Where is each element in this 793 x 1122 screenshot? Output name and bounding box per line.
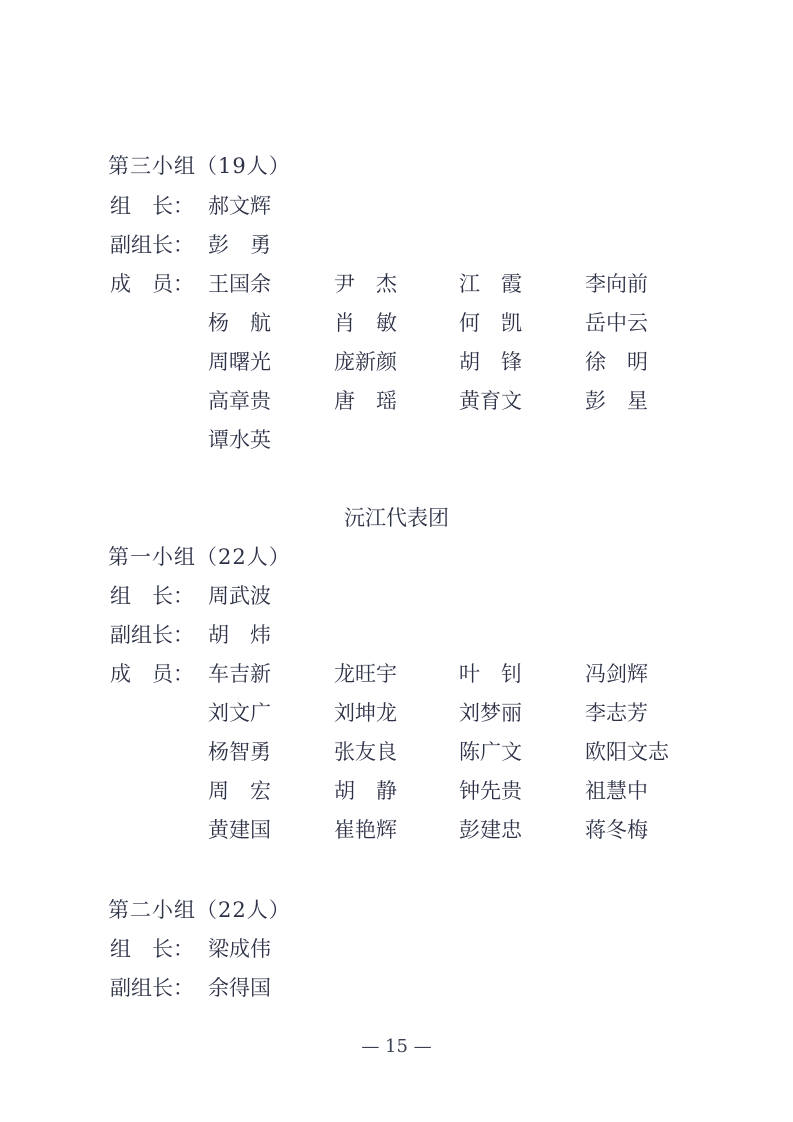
deputy-name: 余得国	[208, 976, 271, 1000]
member-name: 唐 瑶	[334, 389, 397, 413]
member-name: 刘梦丽	[459, 701, 522, 725]
member-name: 冯剑辉	[585, 662, 648, 686]
member-name: 肖 敏	[334, 311, 397, 335]
deputy-label: 副组长：	[110, 233, 194, 257]
member-name: 周曙光	[208, 350, 271, 374]
member-name: 钟先贵	[459, 779, 522, 803]
member-name: 杨智勇	[208, 740, 271, 764]
leader-name: 梁成伟	[208, 937, 271, 961]
member-name: 张友良	[334, 740, 397, 764]
member-name: 彭建忠	[459, 818, 522, 842]
members-label: 成 员：	[110, 272, 194, 296]
deputy-label: 副组长：	[110, 976, 194, 1000]
member-row	[208, 736, 688, 764]
member-name: 叶 钊	[459, 662, 522, 686]
group-title: 第二小组（22人）	[108, 898, 291, 922]
member-row	[208, 697, 688, 725]
group-title: 第一小组（22人）	[108, 545, 291, 569]
members-label: 成 员：	[110, 662, 194, 686]
member-name: 刘文广	[208, 701, 271, 725]
group-title: 第三小组（19人）	[108, 154, 291, 178]
page-number: — 15 —	[361, 1036, 432, 1057]
member-name: 李志芳	[585, 701, 648, 725]
deputy-name: 彭 勇	[208, 233, 271, 257]
member-row	[208, 307, 688, 335]
member-name: 徐 明	[585, 350, 648, 374]
leader-name: 郝文辉	[208, 194, 271, 218]
member-row	[208, 424, 688, 452]
member-name: 黄建国	[208, 818, 271, 842]
member-row	[208, 775, 688, 803]
leader-name: 周武波	[208, 584, 271, 608]
member-name: 欧阳文志	[585, 740, 669, 764]
member-name: 高章贵	[208, 389, 271, 413]
deputy-name: 胡 炜	[208, 623, 271, 647]
leader-label: 组 长：	[110, 584, 194, 608]
member-name: 尹 杰	[334, 272, 397, 296]
member-name: 车吉新	[208, 662, 271, 686]
delegation-title: 沅江代表团	[344, 506, 449, 530]
member-name: 蒋冬梅	[585, 818, 648, 842]
member-name: 胡 锋	[459, 350, 522, 374]
member-row	[208, 814, 688, 842]
member-name: 龙旺宇	[334, 662, 397, 686]
member-row	[208, 346, 688, 374]
member-name: 彭 星	[585, 389, 648, 413]
member-name: 江 霞	[459, 272, 522, 296]
leader-label: 组 长：	[110, 194, 194, 218]
member-name: 周 宏	[208, 779, 271, 803]
member-name: 杨 航	[208, 311, 271, 335]
member-name: 崔艳辉	[334, 818, 397, 842]
member-name: 谭水英	[208, 428, 271, 452]
leader-label: 组 长：	[110, 937, 194, 961]
member-name: 黄育文	[459, 389, 522, 413]
member-name: 刘坤龙	[334, 701, 397, 725]
member-row	[208, 385, 688, 413]
member-name: 陈广文	[459, 740, 522, 764]
member-name: 庞新颜	[334, 350, 397, 374]
member-name: 祖慧中	[585, 779, 648, 803]
member-row	[208, 268, 688, 296]
deputy-label: 副组长：	[110, 623, 194, 647]
member-name: 李向前	[585, 272, 648, 296]
member-name: 王国余	[208, 272, 271, 296]
member-row	[208, 658, 688, 686]
member-name: 岳中云	[585, 311, 648, 335]
member-name: 何 凯	[459, 311, 522, 335]
member-name: 胡 静	[334, 779, 397, 803]
